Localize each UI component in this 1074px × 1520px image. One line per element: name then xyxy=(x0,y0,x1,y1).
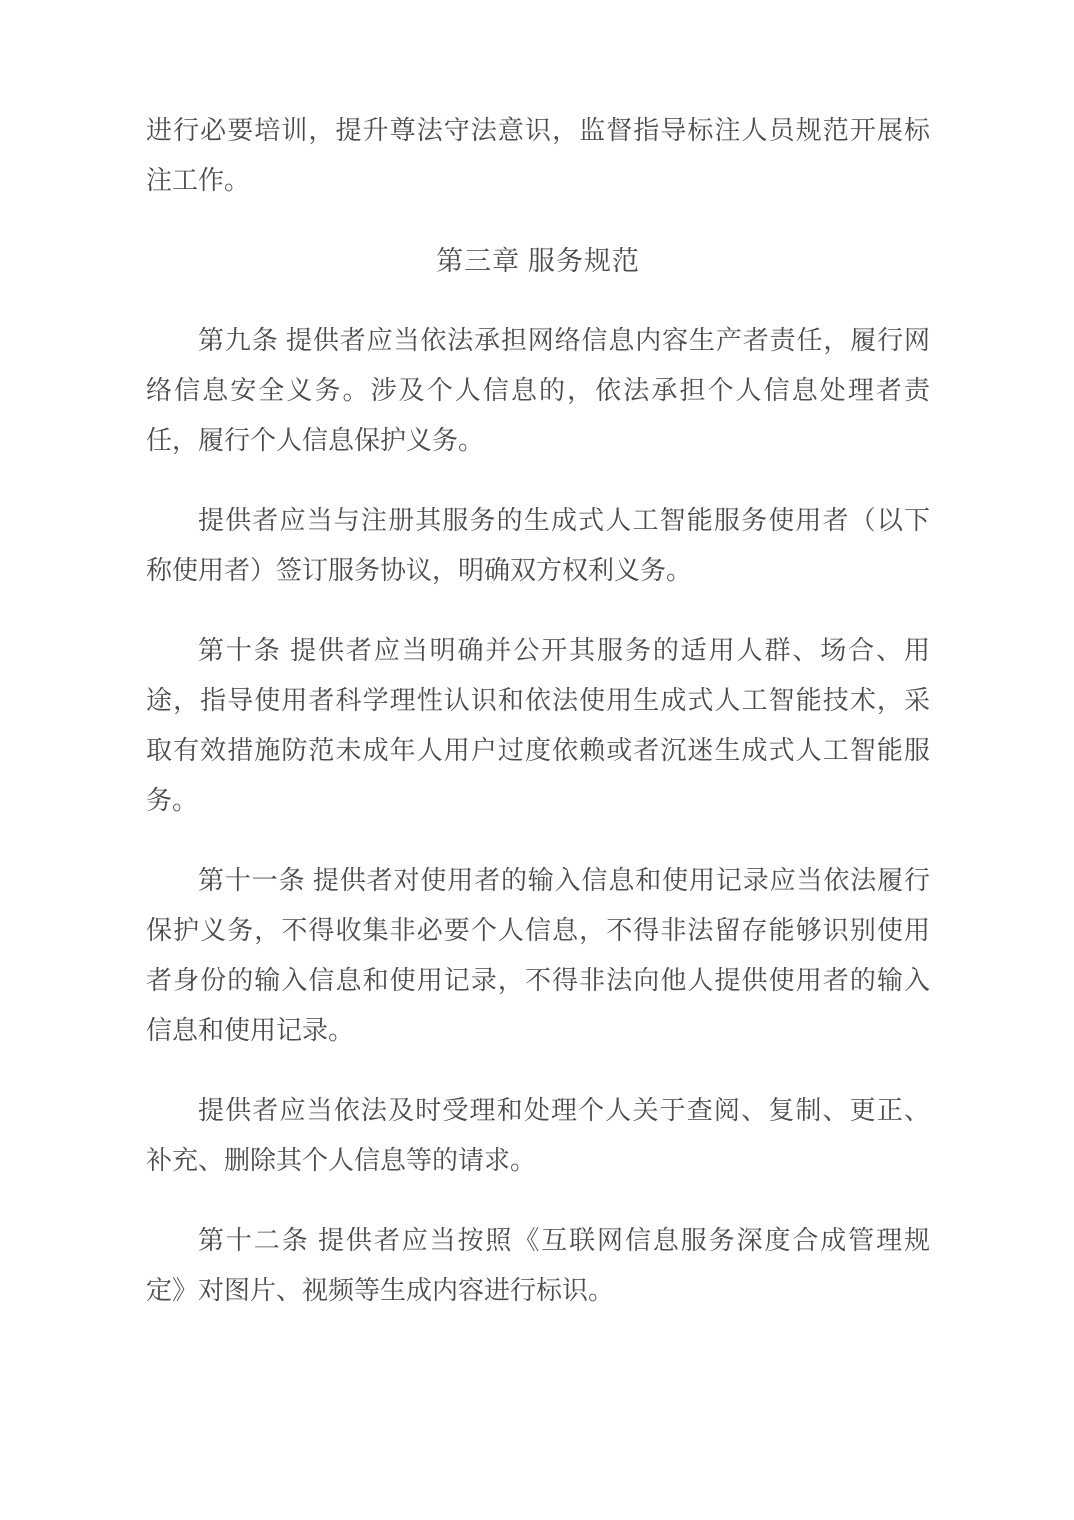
text-line: 提供者应当依法及时受理和处理个人关于查阅、复制、更正、 xyxy=(198,1096,930,1125)
text-line: 络信息安全义务。涉及个人信息的，依法承担个人信息处理者责 xyxy=(146,376,930,405)
paragraph xyxy=(146,106,930,206)
text-line: 称使用者）签订服务协议，明确双方权利义务。 xyxy=(146,556,693,585)
text-line: 保护义务，不得收集非必要个人信息，不得非法留存能够识别使用 xyxy=(146,916,930,945)
text-line: 务。 xyxy=(146,786,199,815)
text-line: 定》对图片、视频等生成内容进行标识。 xyxy=(146,1276,615,1305)
text-line: 者身份的输入信息和使用记录，不得非法向他人提供使用者的输入 xyxy=(146,966,930,995)
text-line: 提供者应当与注册其服务的生成式人工智能服务使用者（以下 xyxy=(198,506,930,535)
text-line: 第九条 提供者应当依法承担网络信息内容生产者责任，履行网 xyxy=(198,326,930,355)
paragraph xyxy=(146,1086,930,1186)
chapter-heading: 第三章 服务规范 xyxy=(436,246,640,276)
text-line: 第十二条 提供者应当按照《互联网信息服务深度合成管理规 xyxy=(198,1226,930,1255)
text-line: 第十一条 提供者对使用者的输入信息和使用记录应当依法履行 xyxy=(198,866,930,895)
paragraph xyxy=(146,316,930,466)
document-body xyxy=(146,106,930,1316)
text-line: 补充、删除其个人信息等的请求。 xyxy=(146,1146,537,1175)
paragraph xyxy=(146,496,930,596)
paragraph xyxy=(146,856,930,1056)
text-line: 取有效措施防范未成年人用户过度依赖或者沉迷生成式人工智能服 xyxy=(146,736,930,765)
text-line: 进行必要培训，提升尊法守法意识，监督指导标注人员规范开展标 xyxy=(146,116,930,145)
text-line: 注工作。 xyxy=(146,166,251,195)
text-line: 任，履行个人信息保护义务。 xyxy=(146,426,485,455)
paragraph xyxy=(146,626,930,826)
text-line: 信息和使用记录。 xyxy=(146,1016,355,1045)
text-line: 第十条 提供者应当明确并公开其服务的适用人群、场合、用 xyxy=(198,636,930,665)
paragraph xyxy=(146,1216,930,1316)
text-line: 途，指导使用者科学理性认识和依法使用生成式人工智能技术，采 xyxy=(146,686,930,715)
